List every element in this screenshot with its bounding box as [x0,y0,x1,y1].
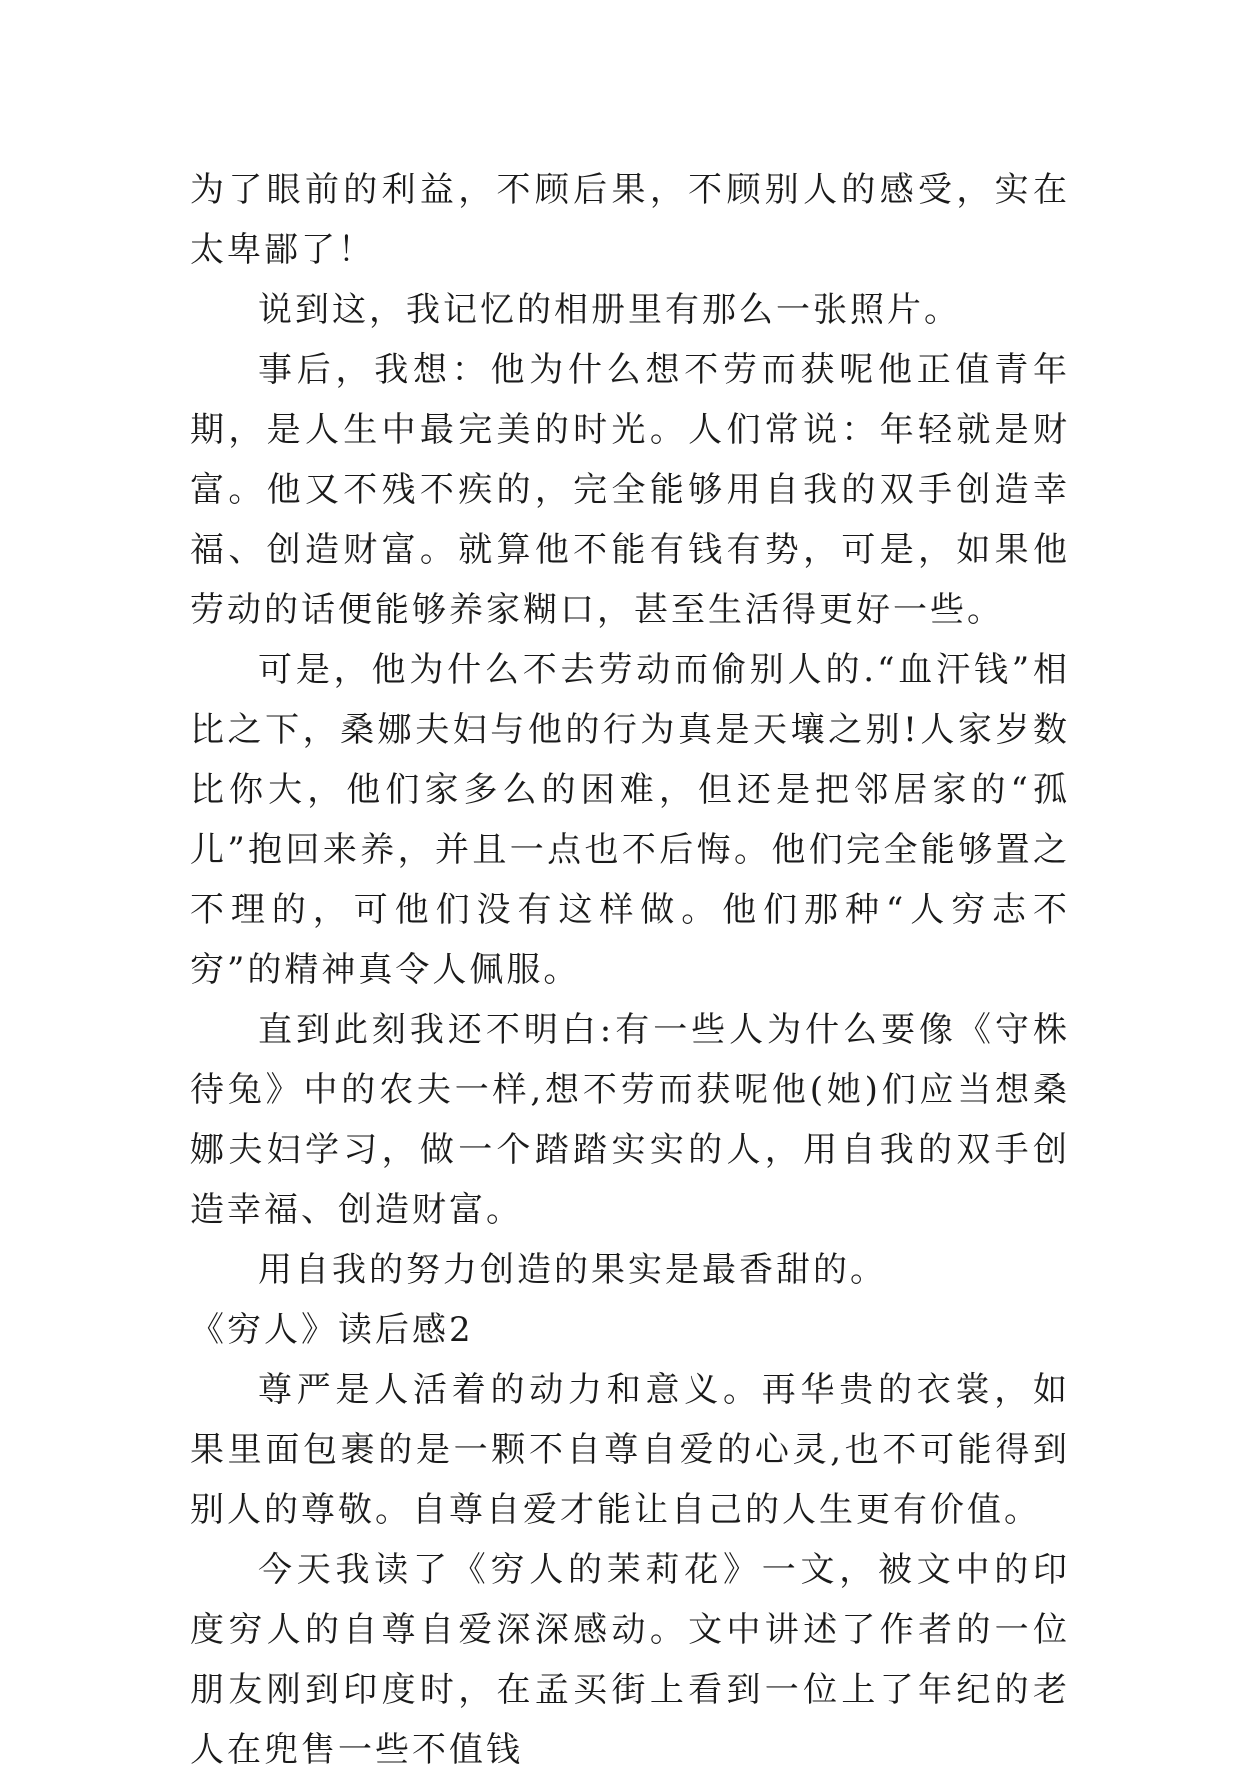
paragraph-1: 为了眼前的利益，不顾后果，不顾别人的感受，实在太卑鄙了！ [190,170,1070,270]
paragraph-5: 直到此刻我还不明白:有一些人为什么要像《守株待兔》中的农夫一样,想不劳而获呢他(她)们应当想桑娜夫妇学习，做一个踏踏实实的人，用自我的双手创造幸福、创造财富。 [190,1010,1070,1230]
document-body [190,160,1070,1780]
paragraph-7: 尊严是人活着的动力和意义。再华贵的衣裳，如果里面包裹的是一颗不自尊自爱的心灵,也不可能得到别人的尊敬。自尊自爱才能让自己的人生更有价值。 [190,1370,1070,1530]
paragraph-3: 事后，我想：他为什么想不劳而获呢他正值青年期，是人生中最完美的时光。人们常说：年轻就是财富。他又不残不疾的，完全能够用自我的双手创造幸福、创造财富。就算他不能有钱有势，可是，如果他劳动的话便能够养家糊口，甚至生活得更好一些。 [190,350,1070,630]
section-heading: 《穷人》读后感2 [190,1310,474,1350]
paragraph-8: 今天我读了《穷人的茉莉花》一文，被文中的印度穷人的自尊自爱深深感动。文中讲述了作者的一位朋友刚到印度时，在孟买街上看到一位上了年纪的老人在兜售一些不值钱 [190,1550,1070,1770]
paragraph-6: 用自我的努力创造的果实是最香甜的。 [258,1250,887,1290]
paragraph-4: 可是，他为什么不去劳动而偷别人的.“血汗钱”相比之下，桑娜夫妇与他的行为真是天壤之别!人家岁数比你大，他们家多么的困难，但还是把邻居家的“孤儿”抱回来养，并且一点也不后悔。他们完全能够置之不理的，可他们没有这样做。他们那种“人穷志不穷”的精神真令人佩服。 [190,650,1070,990]
paragraph-2: 说到这，我记忆的相册里有那么一张照片。 [258,290,961,330]
